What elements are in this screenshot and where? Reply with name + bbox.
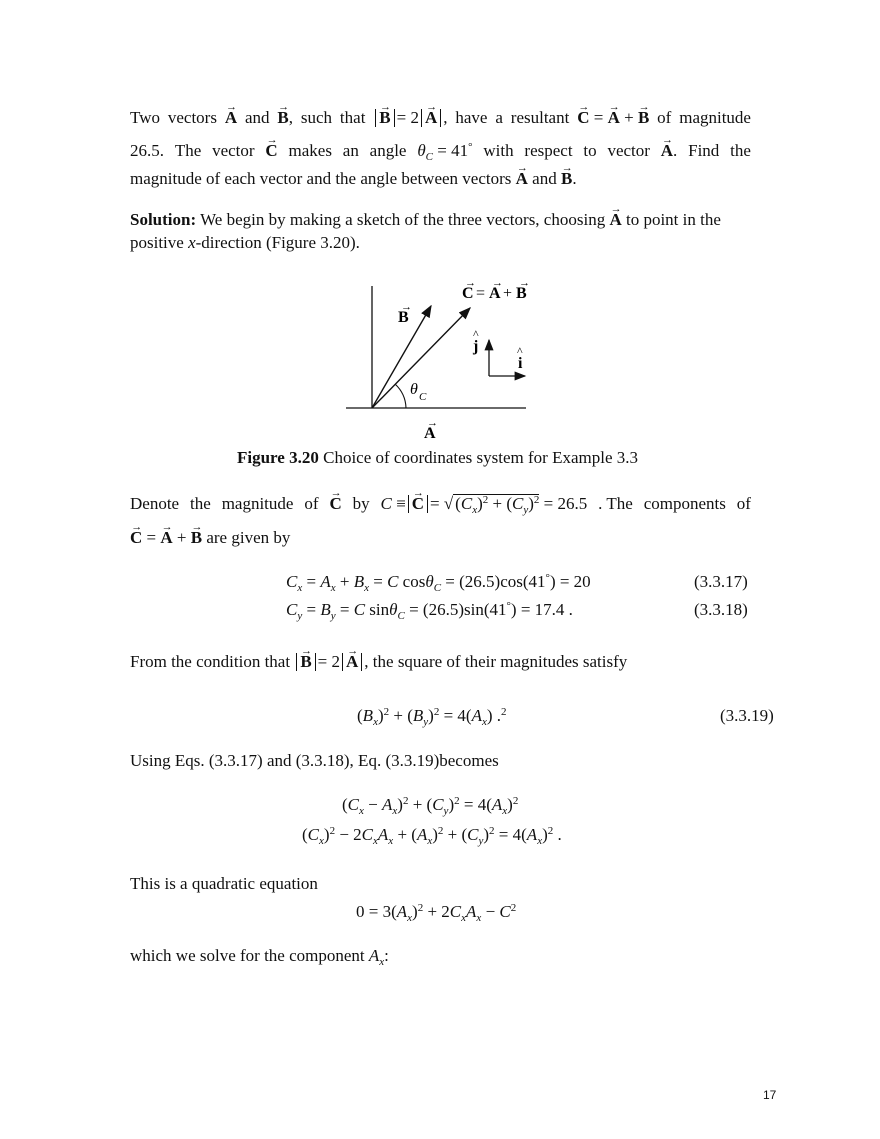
j-hat-label (472, 327, 479, 355)
vector-a-symbol: → A (225, 108, 237, 128)
equation-number-3-3-19: (3.3.19) (720, 706, 774, 725)
svg-text:A: A (489, 285, 501, 302)
using-line: Using Eqs. (3.3.17) and (3.3.18), Eq. (3.3.19)becomes (130, 751, 499, 770)
condition-line: From the condition that → B = 2→ A , the square of their magnitudes satisfy (130, 652, 627, 672)
svg-text:B: B (398, 309, 409, 326)
vector-b-symbol: → B (277, 108, 288, 128)
solve-line: which we solve for the component $A_x$: (130, 946, 389, 968)
figure-caption: Figure 3.20 Choice of coordinates system for Example 3.3 (237, 448, 638, 467)
problem-line-2: 26.5. The vector → C makes an angle $\theta_C = 41^\circ$ with respect to vector → A. Find the (130, 141, 751, 161)
svg-text:^: ^ (517, 344, 523, 358)
svg-text:A: A (424, 425, 436, 442)
equation-number-3-3-17: (3.3.17) (694, 572, 748, 591)
svg-text:→: → (401, 301, 412, 313)
denote-line-2: → C = → A + → B are given by (130, 528, 290, 548)
svg-text:→: → (465, 277, 476, 289)
theta-angle-arc (395, 384, 406, 408)
equation-3-3-17: $C_x = A_x + B_x = C$ cosθ$_C$ = (26.5)cos(41°) = 20 (286, 572, 591, 594)
equation-expanded-1: $(C_x - A_x)^2 + (C_y)^2 = 4(A_x)^2$ (342, 795, 519, 817)
i-hat-label (517, 344, 523, 372)
theta-c-label (410, 381, 427, 403)
c-label (462, 277, 530, 302)
vector-c-symbol: → C (265, 141, 277, 161)
svg-text:j: j (473, 338, 479, 355)
problem-line-3: magnitude of each vector and the angle between vectors → A and → B. (130, 169, 577, 189)
svg-text:→: → (492, 277, 503, 289)
quadratic-equation: $0 = 3(A_x)^2 + 2C_xA_x - C^2$ (356, 902, 517, 924)
b-label (398, 301, 412, 326)
a-label (424, 417, 438, 442)
denote-line-1: Denote the magnitude of → C by C ≡→ C = √ $(C_x)^2 + (C_y)^2 = 26.5$ . The components of (130, 494, 751, 514)
equation-expanded-2: $(C_x)^2 - 2C_xA_x + (A_x)^2 + (C_y)^2 = 4(A_x)^2$ . (302, 825, 562, 847)
page-number: 17 (763, 1088, 777, 1102)
svg-text:i: i (518, 355, 523, 372)
solution-line-2: positive x-direction (Figure 3.20). (130, 233, 360, 252)
magnitude-condition: → B = 2→ A , (373, 108, 447, 128)
svg-text:^: ^ (473, 327, 479, 341)
svg-text:+: + (503, 285, 513, 302)
solution-line-1: Solution: We begin by making a sketch of the three vectors, choosing → A to point in the (130, 210, 721, 230)
magnitude-formula: C ≡→ C = √ $(C_x)^2 + (C_y)^2 = 26.5$ (381, 494, 588, 514)
svg-text:θ: θ (410, 381, 418, 398)
equation-number-3-3-18: (3.3.18) (694, 600, 748, 619)
quadratic-line: This is a quadratic equation (130, 874, 318, 893)
vector-diagram (340, 276, 560, 446)
svg-text:C: C (419, 391, 427, 403)
problem-line-1: Two vectors → A and → B, such that → B = 2→ A , have a resultant → C = → A + → B of magnitude (130, 108, 751, 128)
svg-text:→: → (427, 417, 438, 429)
resultant-formula: → C = → A + → B (577, 108, 649, 128)
svg-text:→: → (519, 277, 530, 289)
svg-text:C: C (462, 285, 474, 302)
theta-c-value: $\theta_C = 41^\circ$ (417, 141, 473, 163)
equation-3-3-18: $C_y = B_y = C$ sinθ$_C$ = (26.5)sin(41°) = 17.4 . (286, 600, 573, 622)
svg-text:=: = (476, 285, 486, 302)
solution-label: Solution: (130, 210, 197, 229)
equation-3-3-19: $(B_x)^2 + (B_y)^2 = 4(A_x)$ .$^2$ (357, 706, 507, 728)
svg-text:B: B (516, 285, 527, 302)
